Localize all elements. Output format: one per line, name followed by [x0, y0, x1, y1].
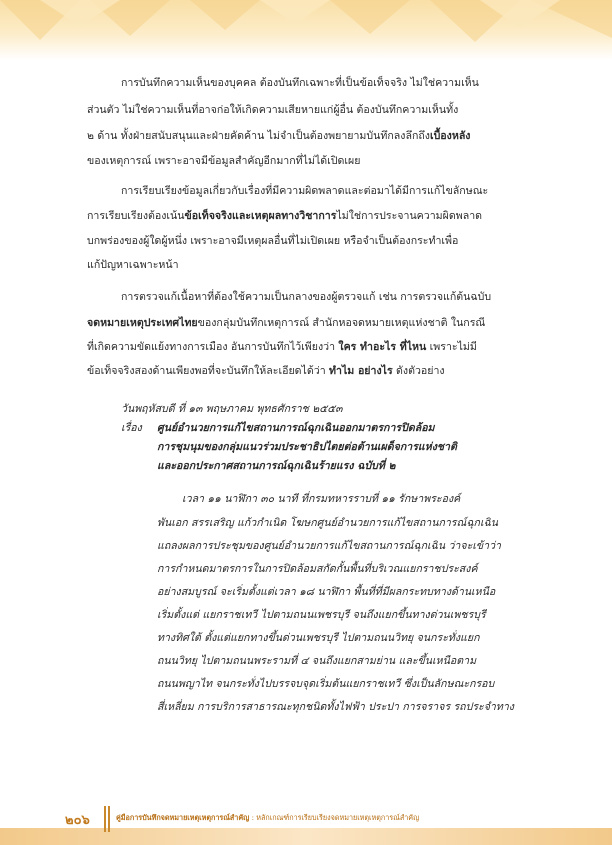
paragraph-2-line-4: แก้ปัญหาเฉพาะหน้า — [87, 259, 179, 271]
footer-divider-2 — [108, 806, 110, 832]
footer-chapter-title: หลักเกณฑ์การเรียบเรียงจดหมายเหตุเหตุการณ์สำคัญ — [256, 813, 420, 822]
paragraph-2-line-3: บกพร่องของผู้ใดผู้หนึ่ง เพราะอาจมีเหตุผลอื่นที่ไม่เปิดเผย หรือจำเป็นต้องกระทำเพื่อ — [87, 235, 459, 247]
paragraph-2-line-2 — [87, 209, 482, 223]
paragraph-1-line-1: การบันทึกความเห็นของบุคคล ต้องบันทึกเฉพาะที่เป็นข้อเท็จจริง ไม่ใช่ความเห็น — [121, 77, 479, 89]
paragraph-3-emphasis-why: ทำไม อย่างไร — [329, 365, 393, 377]
paragraph-3-line-4-tail: ดังตัวอย่าง — [392, 365, 445, 377]
example-body-line-7: ทางทิศใต้ ตั้งแต่แยกทางขึ้นด่วนเพชรบุรี ไปตามถนนวิทยุ จนกระทั่งแยก — [157, 632, 480, 644]
footer-book-title: คู่มือการบันทึกจดหมายเหตุเหตุการณ์สำคัญ — [116, 813, 250, 822]
paragraph-2-line-2-tail: ไม่ใช่การประจานความผิดพลาด — [336, 210, 483, 222]
paragraph-1-line-3 — [87, 129, 470, 143]
paragraph-2-emphasis: ข้อเท็จจริงและเหตุผลทางวิชาการ — [184, 210, 337, 222]
paragraph-3-line-2-text: ของกลุ่มบันทึกเหตุการณ์ สำนักหอจดหมายเหตุแห่งชาติ ในกรณี — [197, 317, 486, 329]
paragraph-1-line-4: ของเหตุการณ์ เพราะอาจมีข้อมูลสำคัญอีกมากที่ไม่ได้เปิดเผย — [87, 155, 361, 167]
example-subject-line-2: การชุมนุมของกลุ่มแนวร่วมประชาธิปไตยต่อต้านเผด็จการแห่งชาติ — [157, 441, 457, 453]
footer-title — [116, 813, 419, 824]
page-footer — [0, 806, 612, 845]
paragraph-3-emphasis-who: ใคร ทำอะไร ที่ไหน — [338, 341, 427, 353]
example-body-line-6: เริ่มตั้งแต่ แยกราชเทวี ไปตามถนนเพชรบุรี จนถึงแยกขึ้นทางด่วนเพชรบุรี — [157, 609, 486, 621]
example-subject-line-1: ศูนย์อำนวยการแก้ไขสถานการณ์ฉุกเฉินออกมาตรการปิดล้อม — [157, 422, 435, 434]
example-body-line-4: การกำหนดมาตรการในการปิดล้อมสกัดกั้นพื้นที่บริเวณแยกราชประสงค์ — [157, 563, 478, 575]
page-number: ๒๐๖ — [65, 813, 90, 828]
example-body-line-1: เวลา ๑๑ นาฬิกา ๓๐ นาที ที่กรมทหารราบที่ ๑๑ รักษาพระองค์ — [182, 493, 461, 505]
paragraph-1-line-2: ส่วนตัว ไม่ใช่ความเห็นที่อาจก่อให้เกิดความเสียหายแก่ผู้อื่น ต้องบันทึกความเห็นทั้ง — [87, 104, 459, 116]
paragraph-3-line-3-text: ที่เกิดความขัดแย้งทางการเมือง อันการบันทึกไว้เพียงว่า — [87, 341, 339, 353]
paragraph-1-emphasis: เบื้องหลัง — [429, 130, 471, 142]
footer-band — [0, 828, 612, 845]
paragraph-3-line-4-text: ข้อเท็จจริงสองด้านเพียงพอที่จะบันทึกให้ละเอียดได้ว่า — [87, 365, 330, 377]
example-date: วันพฤหัสบดี ที่ ๑๓ พฤษภาคม พุทธศักราช ๒๕๕๓ — [121, 403, 343, 415]
example-body-line-9: ถนนพญาไท จนกระทั่งไปบรรจบจุดเริ่มต้นแยกราชเทวี ซึ่งเป็นลักษณะกรอบ — [157, 678, 495, 690]
paragraph-3-line-3 — [87, 340, 477, 354]
example-body-line-5: อย่างสมบูรณ์ จะเริ่มตั้งแต่เวลา ๑๘ นาฬิกา พื้นที่ที่มีผลกระทบทางด้านเหนือ — [157, 586, 496, 598]
example-body-line-2: พันเอก สรรเสริญ แก้วกำเนิด โฆษกศูนย์อำนวยการแก้ไขสถานการณ์ฉุกเฉิน — [157, 517, 499, 529]
example-subject-label: เรื่อง — [121, 422, 142, 434]
example-body-line-3: แถลงผลการประชุมของศูนย์อำนวยการแก้ไขสถานการณ์ฉุกเฉิน ว่าจะเข้าว่า — [157, 540, 501, 552]
footer-separator: : — [249, 813, 257, 822]
example-subject-line-3: และออกประกาศสถานการณ์ฉุกเฉินร้ายแรง ฉบับที่ ๒ — [157, 460, 396, 472]
paragraph-3-line-1: การตรวจแก้เนื้อหาที่ต้องใช้ความเป็นกลางของผู้ตรวจแก้ เช่น การตรวจแก้ต้นฉบับ — [121, 291, 492, 303]
footer-divider — [104, 806, 106, 832]
example-body-line-10: สี่เหลี่ยม การบริการสาธารณะทุกชนิดทั้งไฟฟ้า ประปา การจราจร รถประจำทาง — [157, 701, 514, 713]
paragraph-1-line-3-text: ๒ ด้าน ทั้งฝ่ายสนับสนุนและฝ่ายคัดค้าน ไม่จำเป็นต้องพยายามบันทึกลงลึกถึง — [87, 130, 430, 142]
paragraph-2-line-2-text: การเรียบเรียงต้องเน้น — [87, 210, 185, 222]
paragraph-3-line-4 — [87, 364, 445, 378]
paragraph-3-line-2 — [87, 316, 485, 330]
paragraph-2-line-1: การเรียบเรียงข้อมูลเกี่ยวกับเรื่องที่มีความผิดพลาดและต่อมาได้มีการแก้ไขลักษณะ — [121, 185, 489, 197]
paragraph-3-line-3-tail: เพราะไม่มี — [426, 341, 477, 353]
paragraph-3-emphasis-title: จดหมายเหตุประเทศไทย — [87, 317, 198, 329]
example-body-line-8: ถนนวิทยุ ไปตามถนนพระรามที่ ๔ จนถึงแยกสามย่าน และขึ้นเหนือตาม — [157, 655, 477, 667]
